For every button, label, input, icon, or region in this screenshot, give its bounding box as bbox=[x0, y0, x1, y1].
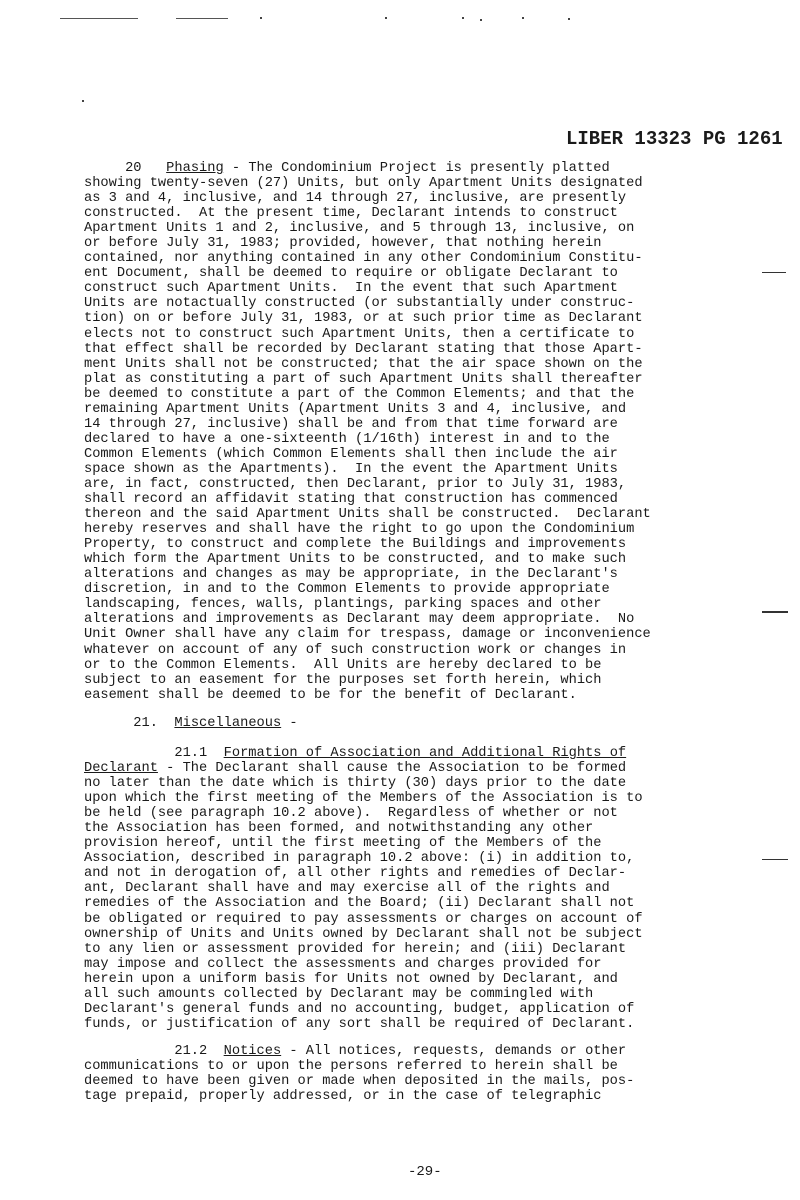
margin-mark bbox=[762, 859, 788, 860]
section-number: 20 bbox=[125, 161, 142, 176]
section-heading: Notices bbox=[223, 1044, 282, 1059]
text-line: ment Units shall not be constructed; that the air space shown on the bbox=[84, 356, 643, 372]
text-line: landscaping, fences, walls, plantings, parking spaces and other bbox=[84, 597, 602, 613]
text-line: be deemed to constitute a part of the Common Elements; and that the bbox=[84, 386, 635, 402]
text-line: or to the Common Elements. All Units are hereby declared to be bbox=[84, 657, 602, 673]
section-number: 21. bbox=[133, 716, 158, 731]
text-line: 14 through 27, inclusive) shall be and from that time forward are bbox=[84, 416, 618, 432]
text-line: to any lien or assessment provided for herein; and (iii) Declarant bbox=[84, 941, 627, 957]
text-line: Declarant's general funds and no accounting, budget, application of bbox=[84, 1001, 635, 1017]
text-line: shall record an affidavit stating that construction has commenced bbox=[84, 492, 618, 508]
text-line: deemed to have been given or made when deposited in the mails, pos- bbox=[84, 1074, 635, 1090]
text-line: declared to have a one-sixteenth (1/16th) interest in and to the bbox=[84, 431, 610, 447]
text-line: alterations and improvements as Declarant may deem appropriate. No bbox=[84, 612, 635, 628]
text-line: alterations and changes as may be appropriate, in the Declarant's bbox=[84, 567, 618, 583]
section-heading: Formation of Association and Additional Rights of bbox=[223, 746, 627, 761]
text-line: easement shall be deemed to be for the benefit of Declarant. bbox=[84, 687, 577, 703]
scan-marks bbox=[60, 14, 580, 22]
text-line: hereby reserves and shall have the right to go upon the Condominium bbox=[84, 522, 635, 538]
text-line: Units are notactually constructed (or substantially under construc- bbox=[84, 296, 635, 312]
text-line: elects not to construct such Apartment Units, then a certificate to bbox=[84, 326, 635, 342]
section-number: 21.2 bbox=[174, 1044, 208, 1059]
text-line: constructed. At the present time, Declarant intends to construct bbox=[84, 206, 618, 222]
text-line: remaining Apartment Units (Apartment Units 3 and 4, inclusive, and bbox=[84, 401, 627, 417]
margin-mark bbox=[762, 611, 788, 613]
text-line: contained, nor anything contained in any other Condominium Constitu- bbox=[84, 251, 643, 267]
section-heading-cont: Declarant bbox=[84, 761, 158, 777]
text-line: thereon and the said Apartment Units shall be constructed. Declarant bbox=[84, 507, 651, 523]
text-line: the Association has been formed, and notwithstanding any other bbox=[84, 821, 594, 837]
section-21-1-formation bbox=[84, 746, 724, 1032]
text-line: are, in fact, constructed, then Declarant, prior to July 31, 1983, bbox=[84, 476, 627, 492]
text-line: space shown as the Apartments). In the event the Apartment Units bbox=[84, 461, 618, 477]
text-line: remedies of the Association and the Board; (ii) Declarant shall not bbox=[84, 896, 635, 912]
section-heading: Phasing bbox=[166, 161, 224, 176]
text-line: Apartment Units 1 and 2, inclusive, and 5 through 13, inclusive, on bbox=[84, 221, 635, 237]
section-20-phasing bbox=[84, 161, 724, 703]
text-line: ant, Declarant shall have and may exercise all of the rights and bbox=[84, 881, 610, 897]
text-line: and not in derogation of, all other rights and remedies of Declar- bbox=[84, 866, 627, 882]
text-line: Property, to construct and complete the Buildings and improvements bbox=[84, 537, 627, 553]
text-line: ent Document, shall be deemed to require or obligate Declarant to bbox=[84, 266, 618, 282]
text-line: Association, described in paragraph 10.2 above: (i) in addition to, bbox=[84, 851, 635, 867]
text-line: tion) on or before July 31, 1983, or at such prior time as Declarant bbox=[84, 311, 643, 327]
text-line: which form the Apartment Units to be constructed, and to make such bbox=[84, 552, 627, 568]
section-number: 21.1 bbox=[174, 746, 208, 761]
text-line: upon which the first meeting of the Members of the Association is to bbox=[84, 791, 643, 807]
text-line: showing twenty-seven (27) Units, but only Apartment Units designated bbox=[84, 176, 643, 192]
text-line: Common Elements (which Common Elements shall then include the air bbox=[84, 446, 618, 462]
margin-mark bbox=[762, 272, 786, 273]
text-line: may impose and collect the assessments and charges provided for bbox=[84, 956, 602, 972]
text-line: - The Declarant shall cause the Association to be formed bbox=[157, 761, 627, 777]
section-heading: Miscellaneous bbox=[174, 716, 282, 731]
section-21-2-notices bbox=[84, 1044, 724, 1104]
heading-suffix: - bbox=[281, 716, 298, 731]
text-line: discretion, in and to the Common Elements to provide appropriate bbox=[84, 582, 610, 598]
text-line: provision hereof, until the first meeting of the Members of the bbox=[84, 836, 602, 852]
text-line: communications to or upon the persons referred to herein shall be bbox=[84, 1059, 618, 1075]
text-line: whatever on account of any of such construction work or changes in bbox=[84, 642, 627, 658]
page-number: -29- bbox=[408, 1164, 442, 1180]
text-line: be obligated or required to pay assessments or charges on account of bbox=[84, 911, 643, 927]
text-line: as 3 and 4, inclusive, and 14 through 27, inclusive, are presently bbox=[84, 191, 627, 207]
text-line: that effect shall be recorded by Declarant stating that those Apart- bbox=[84, 341, 643, 357]
text-line: - The Condominium Project is presently platted bbox=[223, 161, 610, 176]
section-21-heading bbox=[84, 716, 724, 731]
text-line: herein upon a uniform basis for Units not owned by Declarant, and bbox=[84, 971, 618, 987]
text-line: ownership of Units and Units owned by Declarant shall not be subject bbox=[84, 926, 643, 942]
book-page-stamp: LIBER 13323 PG 1261 bbox=[566, 128, 783, 150]
text-line: tage prepaid, properly addressed, or in the case of telegraphic bbox=[84, 1089, 602, 1105]
text-line: construct such Apartment Units. In the event that such Apartment bbox=[84, 281, 618, 297]
text-line: be held (see paragraph 10.2 above). Regardless of whether or not bbox=[84, 806, 618, 822]
text-line: plat as constituting a part of such Apartment Units shall thereafter bbox=[84, 371, 643, 387]
text-line: - All notices, requests, demands or other bbox=[281, 1044, 627, 1059]
text-line: Unit Owner shall have any claim for trespass, damage or inconvenience bbox=[84, 627, 651, 643]
text-line: no later than the date which is thirty (30) days prior to the date bbox=[84, 776, 627, 792]
text-line: funds, or justification of any sort shall be required of Declarant. bbox=[84, 1016, 635, 1032]
text-line: all such amounts collected by Declarant may be commingled with bbox=[84, 986, 594, 1002]
scan-speck bbox=[82, 100, 84, 102]
text-line: or before July 31, 1983; provided, however, that nothing herein bbox=[84, 236, 602, 252]
text-line: subject to an easement for the purposes set forth herein, which bbox=[84, 672, 602, 688]
